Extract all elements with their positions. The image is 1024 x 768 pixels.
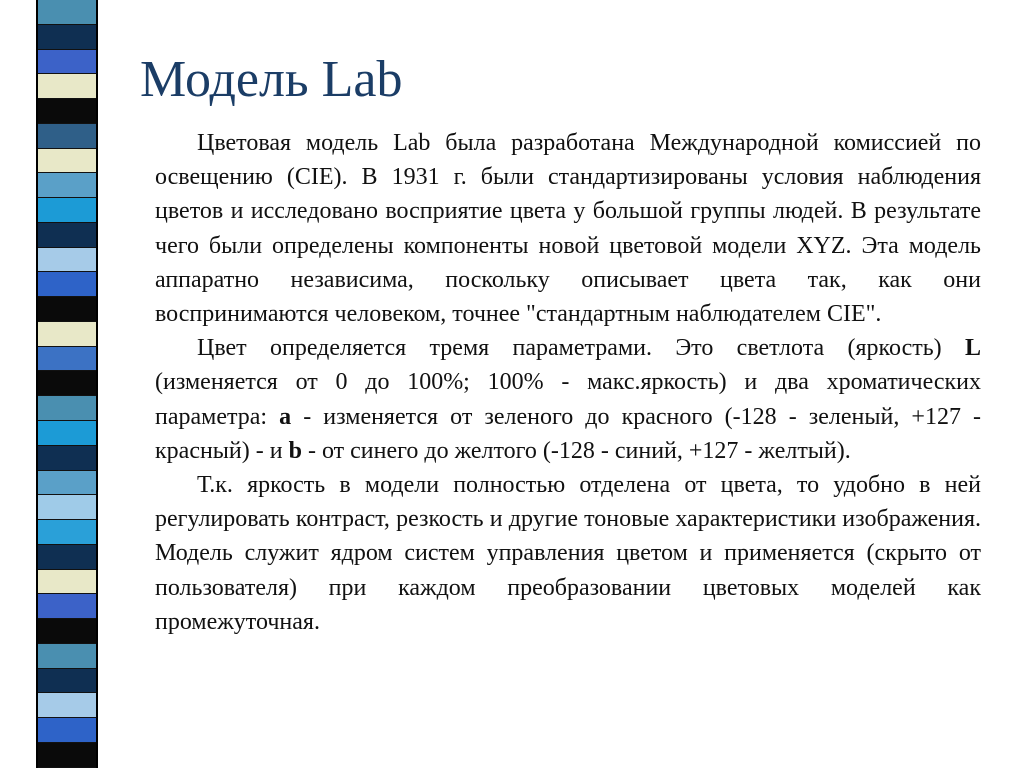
stripe-segment [38, 173, 96, 198]
paragraph-parameters [155, 331, 981, 468]
paragraph-parameters-text-1: Цвет определяется тремя параметрами. Это светлота (яркость) [197, 335, 965, 362]
paragraph-parameters-text-3: - изменяется от зеленого до красного (-128 - зеленый, +127 - красный) - и [155, 403, 981, 464]
stripe-segment [38, 743, 96, 768]
stripe-segment [38, 396, 96, 421]
param-b-label: b [288, 437, 302, 464]
stripe-segment [38, 223, 96, 248]
stripe-segment [38, 495, 96, 520]
stripe-segment [38, 272, 96, 297]
param-l-label: L [964, 335, 981, 362]
stripe-segment [38, 619, 96, 644]
stripe-segment [38, 570, 96, 595]
stripe-segment [38, 594, 96, 619]
stripe-segment [38, 25, 96, 50]
stripe-segment [38, 520, 96, 545]
stripe-segment [38, 322, 96, 347]
stripe-segment [38, 99, 96, 124]
stripe-segment [38, 149, 96, 174]
stripe-segment [38, 471, 96, 496]
slide-body [155, 126, 981, 639]
stripe-segment [38, 446, 96, 471]
stripe-segment [38, 74, 96, 99]
stripe-segment [38, 421, 96, 446]
paragraph-parameters-text-4: - от синего до желтого (-128 - синий, +127 - желтый). [301, 437, 851, 464]
stripe-segment [38, 0, 96, 25]
stripe-segment [38, 297, 96, 322]
stripe-segment [38, 198, 96, 223]
paragraph-usage: Т.к. яркость в модели полностью отделена от цвета, то удобно в ней регулировать контраст, резкость и другие тоновые характеристики изображения. Модель служит ядром систем управления цветом и применяется (скрыто от пользователя) при каждом преобразовании цветовых моделей как промежуточная. [155, 472, 981, 635]
stripe-segment [38, 124, 96, 149]
slide-title: Модель Lab [140, 51, 403, 108]
stripe-segment [38, 718, 96, 743]
stripe-segment [38, 371, 96, 396]
paragraph-parameters-text-2: (изменяется от 0 до 100%; 100% - макс.яркость) и два хроматических параметра: [155, 369, 981, 430]
stripe-segment [38, 545, 96, 570]
stripe-segment [38, 669, 96, 694]
param-a-label: a [279, 403, 292, 430]
paragraph-history: Цветовая модель Lab была разработана Международной комиссией по освещению (CIE). В 1931 г. были стандартизированы условия наблюдения цветов и исследовано восприятие цвета у большой группы людей. В результате чего были определены компоненты новой цветовой модели XYZ. Эта модель аппаратно независима, поскольку описывает цвета так, как они воспринимаются человеком, точнее "стандартным наблюдателем CIE". [155, 130, 981, 328]
stripe-segment [38, 644, 96, 669]
stripe-segment [38, 50, 96, 75]
stripe-segment [38, 248, 96, 273]
decorative-stripe-bar [36, 0, 98, 768]
stripe-segment [38, 347, 96, 372]
stripe-segment [38, 693, 96, 718]
